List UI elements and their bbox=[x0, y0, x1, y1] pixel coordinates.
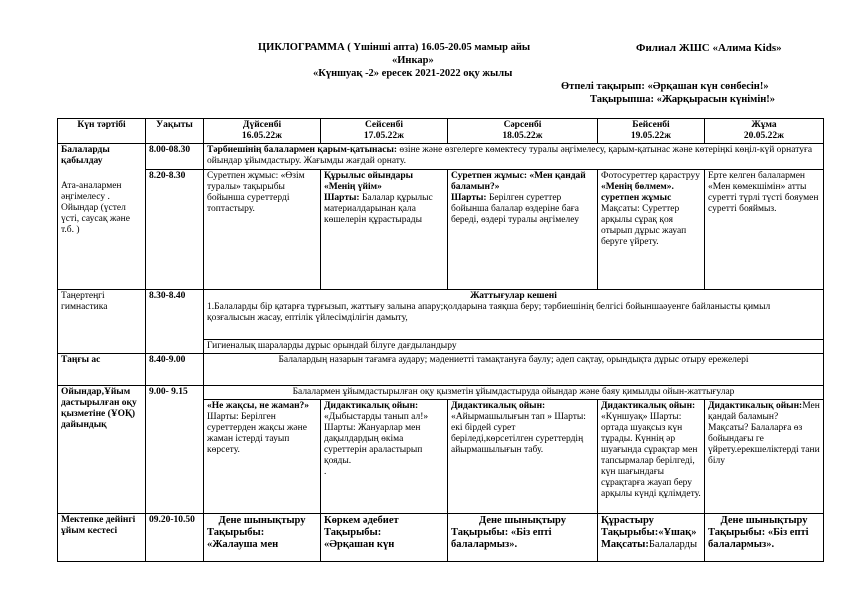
header-schedule: Күн тәртібі bbox=[58, 119, 146, 144]
tue-lesson: Көркем әдебиет Тақырыбы: «Әрқашан күн bbox=[321, 514, 448, 562]
header-tue: Сейсенбі 17.05.22ж bbox=[321, 119, 448, 144]
breakfast-time: 8.40-9.00 bbox=[146, 354, 204, 386]
fri-lesson: Дене шынықтыру Тақырыбы: «Біз епті балалармыз». bbox=[705, 514, 824, 562]
thu-game: Дидактикалық ойын: «Күншуақ» Шарты: ортада шуақсыз күн тұрады. Күннің әр шуағында сұрақтар мен тапсырмалар берілгеді, күн шағындағы сұрақтарға жауап беру арқылы күнді құлімдету. bbox=[598, 400, 705, 514]
games-label: Ойындар,Ұйым дастырылған оқу қызметіне (ҰОҚ) дайындық bbox=[58, 386, 146, 514]
games-span-row bbox=[58, 386, 824, 400]
header-thu: Бейсенбі 19.05.22ж bbox=[598, 119, 705, 144]
hygiene-cell: Гигиеналық шараларды дұрыс орындай білуге дағдыландыру bbox=[204, 340, 824, 354]
reception-label-cell: Балаларды қабылдау Ата-аналармен әңгімелесу . Ойындар (үстел үсті, саусақ және т.б. ) bbox=[58, 144, 146, 290]
breakfast-cell: Балалардың назарын тағамға аудару; мәдениетті тамақтануға баулу; әдеп сақтау, орындықта дұрыс отыру ережелері bbox=[204, 354, 824, 386]
wed-activity: Суретпен жұмыс: «Мен қандай баламын?» Шарты: Берілген суреттер бойынша балалар өздеріне баға береді, өздері туралы әңгімелеу bbox=[448, 170, 598, 290]
topic: Өтпелі тақырып: «Әрқашан күн сөнбесін!» bbox=[561, 81, 769, 92]
wed-game: Дидактикалық ойын: «Айырмашылығын тап » Шарты: екі бірдей сурет беріледі,көрсетілген суреттердің айырмашылығын табу. bbox=[448, 400, 598, 514]
mon-lesson: Дене шынықтыру Тақырыбы: «Жалауша мен bbox=[204, 514, 321, 562]
breakfast-label: Таңғы ас bbox=[58, 354, 146, 386]
group-line: «Күншуақ -2» ересек 2021-2022 оқу жылы bbox=[313, 68, 513, 79]
gymnastics-row bbox=[58, 290, 824, 340]
header-row bbox=[58, 119, 824, 144]
curriculum-label: Мектепке дейінгі ұйым кестесі bbox=[58, 514, 146, 562]
fri-activity: Ерте келген балалармен «Мен көмекшімін» атты суретті түрлі түсті бояумен суретті бояймыз. bbox=[705, 170, 824, 290]
fri-game: Дидактикалық ойын:Мен қандай баламын? Мақсаты? Балаларға өз бойындағы ге үйрету.ерекшеліктерді тани білу bbox=[705, 400, 824, 514]
reception-row bbox=[58, 144, 824, 170]
subtopic: Тақырыпша: «Жарқырасын күнімін!» bbox=[590, 94, 776, 105]
gymnastics-label: Таңертеңгі гимнастика bbox=[58, 290, 146, 354]
games-span-cell: Балалармен ұйымдастырылған оқу қызметін ұйымдастыруда ойындар және баяу қимылды ойын-жаттығулар bbox=[204, 386, 824, 400]
tue-game: Дидактикалық ойын: «Дыбыстарды танып ал!» Шарты: Жануарлар мен дақылдардың өкіма суреттерін араластырып қояды. . bbox=[321, 400, 448, 514]
group-name: «Инкар» bbox=[392, 55, 434, 66]
breakfast-row bbox=[58, 354, 824, 386]
thu-lesson: Құрастыру Тақырыбы:«Ұшақ» Мақсаты:Балаларды bbox=[598, 514, 705, 562]
gymnastics-time: 8.30-8.40 bbox=[146, 290, 204, 354]
schedule-table bbox=[57, 118, 824, 562]
games-time: 9.00- 9.15 bbox=[146, 386, 204, 514]
mon-activity: Суретпен жұмыс: «Өзім туралы» тақырыбы бойынша суреттерді топтастыру. bbox=[204, 170, 321, 290]
curriculum-row bbox=[58, 514, 824, 562]
header-wed: Сәрсенбі 18.05.22ж bbox=[448, 119, 598, 144]
reception-time-a: 8.00-08.30 bbox=[146, 144, 204, 170]
reception-activities-row bbox=[58, 170, 824, 290]
header-mon: Дүйсенбі 16.05.22ж bbox=[204, 119, 321, 144]
mon-game: «Не жақсы, не жаман?» Шарты: Берілген суреттерден жақсы және жаман істерді тауып көрсету. bbox=[204, 400, 321, 514]
header-fri: Жұма 20.05.22ж bbox=[705, 119, 824, 144]
header-time: Уақыты bbox=[146, 119, 204, 144]
branch-name: Филиал ЖШС «Алима Kids» bbox=[636, 42, 782, 54]
reception-time-b: 8.20-8.30 bbox=[146, 170, 204, 290]
wed-lesson: Дене шынықтыру Тақырыбы: «Біз епті балалармыз». bbox=[448, 514, 598, 562]
title-line1: ЦИКЛОГРАММА ( Үшінші апта) 16.05-20.05 мамыр айы bbox=[258, 42, 531, 53]
thu-activity: Фотосуреттер қараструу «Менің бөлмем». суретпен жұмыс Мақсаты: Суреттер арқылы сұрақ қоя отырып дұрыс жауап беруге үйрету. bbox=[598, 170, 705, 290]
teacher-communication-cell: Тәрбиешінің балалармен қарым-қатынасы: өзіне және өзгелерге көмектесу туралы әңгімелесу, қарым-қатынас және көтеріңкі көңіл-күй орнатуға ойындар ұйымдастыру. Жағымды жағдай орнату. bbox=[204, 144, 824, 170]
curriculum-time: 09.20-10.50 bbox=[146, 514, 204, 562]
tue-activity: Құрылыс ойындары «Менің үйім» Шарты: Балалар құрылыс материалдарынан қала көшелерін құрастырады bbox=[321, 170, 448, 290]
exercise-complex-cell: Жаттығулар кешені 1.Балаларды бір қатарға тұрғызып, жаттығу залына апару;қолдарына таяқша беру; тәрбиешінің белгісі бойыншаәуенге байланысты қимыл қозғалысын жасау, ептілік үйлесімділігін дамыту, bbox=[204, 290, 824, 340]
